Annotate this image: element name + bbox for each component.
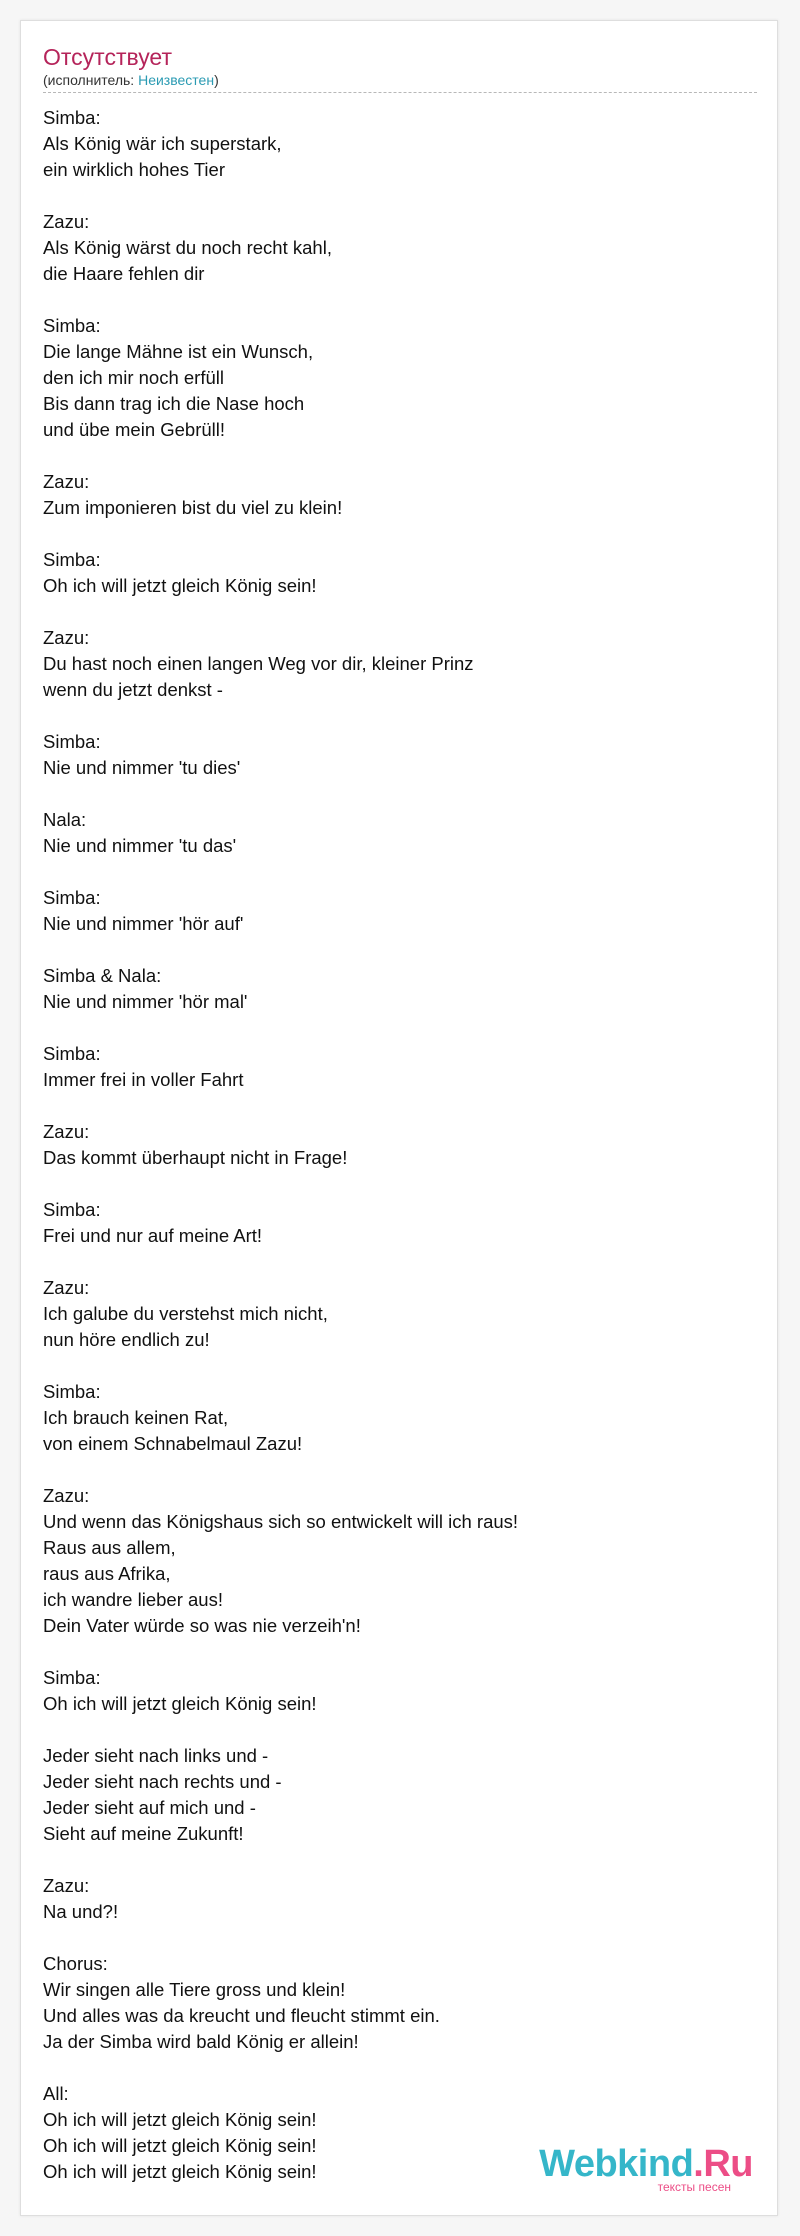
- lyric-stanza: [43, 1119, 757, 1171]
- lyric-stanza: [43, 105, 757, 183]
- lyric-line: Simba:: [43, 1381, 101, 1402]
- lyric-stanza: [43, 1275, 757, 1353]
- lyrics-card: [20, 20, 778, 2216]
- lyric-line: Zazu:: [43, 1121, 90, 1142]
- lyric-line: Zazu:: [43, 1485, 90, 1506]
- lyric-line: All:: [43, 2083, 69, 2104]
- lyric-line: Das kommt überhaupt nicht in Frage!: [43, 1147, 348, 1168]
- site-logo[interactable]: [539, 2145, 753, 2193]
- lyric-line: Sieht auf meine Zukunft!: [43, 1823, 244, 1844]
- lyric-stanza: [43, 1197, 757, 1249]
- lyric-line: Simba:: [43, 315, 101, 336]
- lyric-stanza: [43, 625, 757, 703]
- lyric-line: Als König wärst du noch recht kahl,: [43, 237, 332, 258]
- lyric-line: Frei und nur auf meine Art!: [43, 1225, 263, 1246]
- lyric-line: Zazu:: [43, 211, 90, 232]
- lyric-stanza: [43, 963, 757, 1015]
- logo-wordmark: [539, 2145, 753, 2183]
- lyric-line: Nie und nimmer 'hör auf': [43, 913, 244, 934]
- logo-tld: .Ru: [693, 2143, 753, 2185]
- lyric-stanza: [43, 1743, 757, 1847]
- lyric-stanza: [43, 807, 757, 859]
- lyric-line: Jeder sieht nach rechts und -: [43, 1771, 282, 1792]
- lyric-line: Jeder sieht nach links und -: [43, 1745, 269, 1766]
- lyrics-text: [43, 105, 757, 2211]
- logo-brand: Webkind: [539, 2143, 694, 2185]
- lyric-line: Simba & Nala:: [43, 965, 162, 986]
- lyric-line: Oh ich will jetzt gleich König sein!: [43, 2135, 317, 2156]
- lyric-line: Die lange Mähne ist ein Wunsch,: [43, 341, 314, 362]
- lyric-line: Du hast noch einen langen Weg vor dir, kleiner Prinz: [43, 653, 474, 674]
- lyric-line: Zazu:: [43, 1875, 90, 1896]
- lyric-line: Na und?!: [43, 1901, 119, 1922]
- lyric-line: den ich mir noch erfüll: [43, 367, 224, 388]
- lyric-line: und übe mein Gebrüll!: [43, 419, 226, 440]
- lyric-line: Ja der Simba wird bald König er allein!: [43, 2031, 359, 2052]
- lyric-line: Und wenn das Königshaus sich so entwickelt will ich raus!: [43, 1511, 519, 1532]
- lyric-line: Nala:: [43, 809, 87, 830]
- lyric-line: Bis dann trag ich die Nase hoch: [43, 393, 305, 414]
- lyric-line: Simba:: [43, 549, 101, 570]
- lyric-line: Nie und nimmer 'tu dies': [43, 757, 241, 778]
- lyric-line: Zazu:: [43, 627, 90, 648]
- lyric-line: Wir singen alle Tiere gross und klein!: [43, 1979, 346, 2000]
- lyric-stanza: [43, 313, 757, 443]
- lyric-line: von einem Schnabelmaul Zazu!: [43, 1433, 303, 1454]
- lyric-line: Zazu:: [43, 1277, 90, 1298]
- lyric-line: Nie und nimmer 'hör mal': [43, 991, 248, 1012]
- lyric-line: Nie und nimmer 'tu das': [43, 835, 237, 856]
- lyric-line: Oh ich will jetzt gleich König sein!: [43, 575, 317, 596]
- lyric-line: Jeder sieht auf mich und -: [43, 1797, 256, 1818]
- lyric-stanza: [43, 469, 757, 521]
- lyric-stanza: [43, 1951, 757, 2055]
- lyric-line: ich wandre lieber aus!: [43, 1589, 223, 1610]
- artist-link[interactable]: Неизвестен: [138, 72, 215, 88]
- lyric-line: Chorus:: [43, 1953, 108, 1974]
- lyric-line: Raus aus allem,: [43, 1537, 176, 1558]
- song-header: [43, 43, 757, 93]
- artist-prefix: (исполнитель:: [43, 72, 139, 88]
- lyric-stanza: [43, 1483, 757, 1639]
- lyric-line: Und alles was da kreucht und fleucht stimmt ein.: [43, 2005, 440, 2026]
- logo-tagline: тексты песен: [657, 2180, 731, 2194]
- lyric-line: Ich galube du verstehst mich nicht,: [43, 1303, 328, 1324]
- lyric-stanza: [43, 1041, 757, 1093]
- lyric-line: die Haare fehlen dir: [43, 263, 205, 284]
- lyric-stanza: [43, 729, 757, 781]
- lyric-line: nun höre endlich zu!: [43, 1329, 210, 1350]
- lyric-line: Simba:: [43, 731, 101, 752]
- lyric-stanza: [43, 1873, 757, 1925]
- lyric-line: Oh ich will jetzt gleich König sein!: [43, 2161, 317, 2182]
- lyric-line: Simba:: [43, 1043, 101, 1064]
- lyric-stanza: [43, 1379, 757, 1457]
- artist-line: [43, 71, 757, 89]
- lyric-line: Als König wär ich superstark,: [43, 133, 282, 154]
- lyric-line: Simba:: [43, 1199, 101, 1220]
- lyric-stanza: [43, 209, 757, 287]
- lyric-line: Simba:: [43, 107, 101, 128]
- lyric-line: Zum imponieren bist du viel zu klein!: [43, 497, 343, 518]
- lyric-line: ein wirklich hohes Tier: [43, 159, 225, 180]
- lyric-stanza: [43, 885, 757, 937]
- lyric-line: wenn du jetzt denkst -: [43, 679, 223, 700]
- lyric-line: Ich brauch keinen Rat,: [43, 1407, 229, 1428]
- lyric-line: Simba:: [43, 887, 101, 908]
- lyric-line: raus aus Afrika,: [43, 1563, 171, 1584]
- artist-suffix: ): [214, 72, 219, 88]
- lyric-line: Simba:: [43, 1667, 101, 1688]
- song-title: Отсутствует: [43, 44, 172, 70]
- lyric-line: Immer frei in voller Fahrt: [43, 1069, 244, 1090]
- lyric-line: Dein Vater würde so was nie verzeih'n!: [43, 1615, 361, 1636]
- lyric-line: Oh ich will jetzt gleich König sein!: [43, 2109, 317, 2130]
- lyric-line: Zazu:: [43, 471, 90, 492]
- lyric-stanza: [43, 1665, 757, 1717]
- lyric-stanza: [43, 547, 757, 599]
- lyric-line: Oh ich will jetzt gleich König sein!: [43, 1693, 317, 1714]
